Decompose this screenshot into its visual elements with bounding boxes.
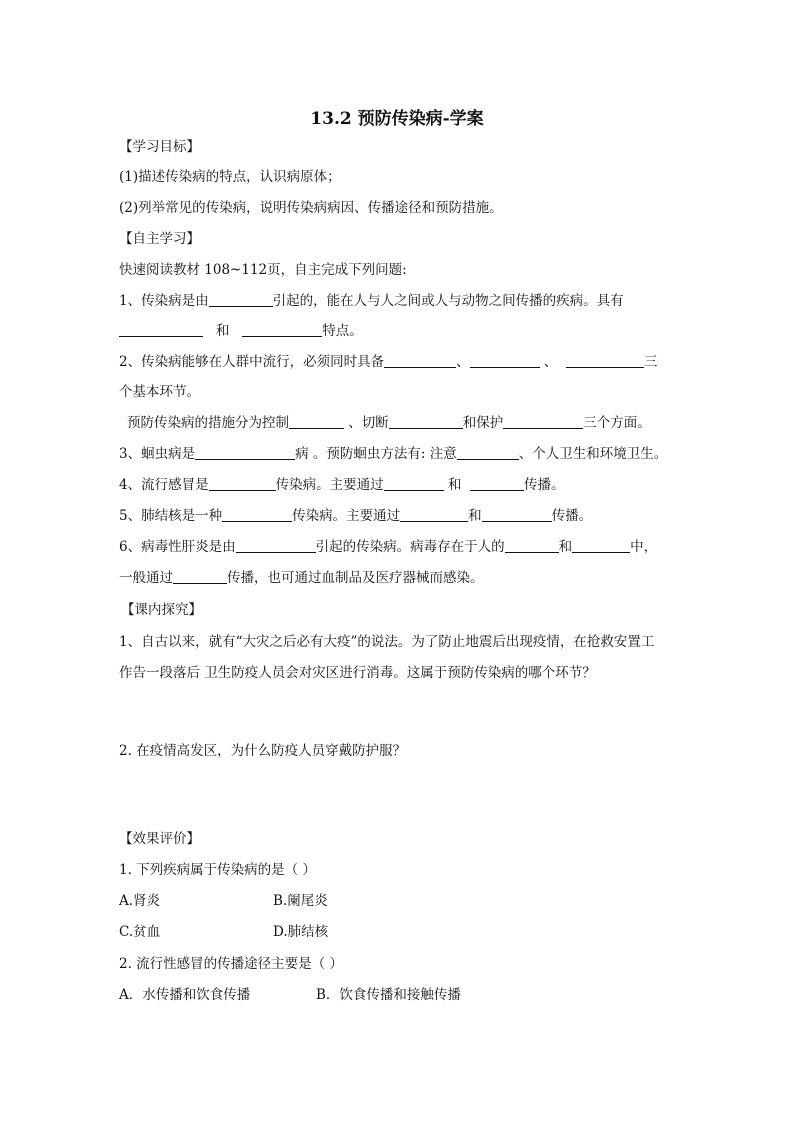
q4-text-c: 和 — [447, 477, 462, 493]
explore-question-1-line-1: 1、自古以来，就有“大灾之后必有大疫”的说法。为了防止地震后出现疫情，在抢救安置工 — [119, 634, 655, 650]
q3-blank-prevention[interactable] — [457, 445, 519, 460]
q4-blank-route-1[interactable] — [384, 476, 444, 491]
q6-text-f: 传播，也可通过血制品及医疗器械而感染。 — [227, 570, 484, 586]
q4-text-b: 传染病。主要通过 — [275, 477, 384, 493]
q1-text-b: 引起的，能在人与人之间或人与动物之间传播的疾病。具有 — [272, 293, 624, 309]
q6-blank-route[interactable] — [173, 569, 227, 584]
q3-text-c: 、个人卫生和环境卫生。 — [518, 446, 668, 462]
prevention-measures-line — [127, 413, 675, 433]
q6-text-e: 一般通过 — [119, 570, 173, 586]
section-heading-evaluation: 【效果评价】 — [119, 831, 200, 847]
q5-blank-route-2[interactable] — [482, 507, 552, 522]
q6-blank-cause[interactable] — [236, 538, 316, 553]
q2-blank-link-3[interactable] — [566, 353, 644, 368]
question-1-line-1 — [119, 291, 675, 311]
q6-text-c: 和 — [558, 539, 573, 555]
q4-text-d: 传播。 — [523, 477, 565, 493]
q5-text-d: 传播。 — [551, 508, 593, 524]
q6-text-d: 中， — [630, 539, 658, 555]
q2-blank-control[interactable] — [289, 414, 344, 429]
explore-question-2: 2. 在疫情高发区，为什么防疫人员穿戴防护服？ — [119, 743, 407, 759]
option-b[interactable]: B.阑尾炎 — [273, 893, 328, 909]
q2-text-a: 2、传染病能够在人群中流行，必须同时具备 — [119, 354, 385, 370]
reading-instruction: 快速阅读教材 108~112页，自主完成下列问题: — [119, 262, 407, 278]
question-5 — [119, 506, 675, 526]
option-a[interactable]: A.肾炎 — [119, 893, 161, 909]
question-1-line-2 — [119, 321, 675, 341]
q1-text-a: 1、传染病是由 — [119, 293, 209, 309]
q6-blank-location-1[interactable] — [505, 538, 559, 553]
q2-separator-1: 、 — [456, 354, 470, 370]
q5-blank-route-1[interactable] — [400, 507, 468, 522]
option-d[interactable]: D.肺结核 — [273, 924, 329, 940]
mc-question-2-options — [119, 985, 675, 1005]
q1-blank-trait-2[interactable] — [242, 322, 322, 337]
q1-text-d: 特点。 — [322, 323, 363, 339]
mc-question-1-options-row-2 — [119, 922, 675, 942]
option-a[interactable]: A．水传播和饮食传播 — [119, 987, 251, 1003]
q5-text-b: 传染病。主要通过 — [292, 508, 401, 524]
option-b[interactable]: B．饮食传播和接触传播 — [316, 987, 461, 1003]
question-6-line-2 — [119, 568, 675, 588]
question-2-line-1 — [119, 352, 675, 372]
q3-text-b: 病 。预防蛔虫方法有: 注意 — [295, 446, 457, 462]
q5-text-a: 5、肺结核是一种 — [119, 508, 223, 524]
q2-blank-cut[interactable] — [389, 414, 463, 429]
question-2-line-2: 个基本环节。 — [119, 384, 200, 400]
q5-text-c: 和 — [468, 508, 482, 524]
q1-blank-trait-1[interactable] — [119, 322, 203, 337]
q2-blank-link-1[interactable] — [384, 353, 456, 368]
q1-blank-cause[interactable] — [209, 292, 273, 307]
q4-blank-route-2[interactable] — [470, 476, 524, 491]
question-6-line-1 — [119, 537, 675, 557]
q2-separator-2: 、 — [539, 354, 562, 370]
q6-text-a: 6、病毒性肝炎是由 — [119, 539, 236, 555]
mc-question-1: 1. 下列疾病属于传染病的是（ ） — [119, 862, 316, 878]
q3-blank-disease-type[interactable] — [195, 445, 295, 460]
q4-text-a: 4、流行感冒是 — [119, 477, 209, 493]
page-title: 13.2 预防传染病-学案 — [310, 109, 484, 129]
q6-text-b: 引起的传染病。病毒存在于人的 — [315, 539, 505, 555]
mc-question-2: 2. 流行性感冒的传播途径主要是（ ） — [119, 956, 343, 972]
explore-question-1-line-2: 作告一段落后 卫生防疫人员会对灾区进行消毒。这属于预防传染病的哪个环节？ — [119, 665, 596, 681]
q4-blank-type[interactable] — [209, 476, 276, 491]
q2-blank-link-2[interactable] — [470, 353, 540, 368]
q5-blank-type[interactable] — [222, 507, 292, 522]
q2-blank-protect[interactable] — [503, 414, 583, 429]
q2-text-f: 和保护 — [462, 415, 504, 431]
q2-text-g: 三个方面。 — [583, 415, 651, 431]
question-4 — [119, 475, 675, 495]
q2-text-b: 三 — [643, 354, 658, 370]
section-heading-self-study: 【自主学习】 — [119, 231, 200, 247]
option-c[interactable]: C.贫血 — [119, 924, 161, 940]
goal-item-2: (2)列举常见的传染病，说明传染病病因、传播途径和预防措施。 — [119, 200, 503, 216]
q2-text-e: 、切断 — [344, 415, 389, 431]
q2-text-d: 预防传染病的措施分为控制 — [127, 415, 289, 431]
mc-question-1-options-row-1 — [119, 891, 675, 911]
q6-blank-location-2[interactable] — [572, 538, 630, 553]
q1-text-c: 和 — [215, 323, 230, 339]
section-heading-goals: 【学习目标】 — [119, 139, 200, 155]
goal-item-1: (1)描述传染病的特点，认识病原体； — [119, 169, 341, 185]
q3-text-a: 3、蛔虫病是 — [119, 446, 196, 462]
section-heading-explore: 【课内探究】 — [121, 602, 202, 618]
question-3 — [119, 444, 675, 464]
